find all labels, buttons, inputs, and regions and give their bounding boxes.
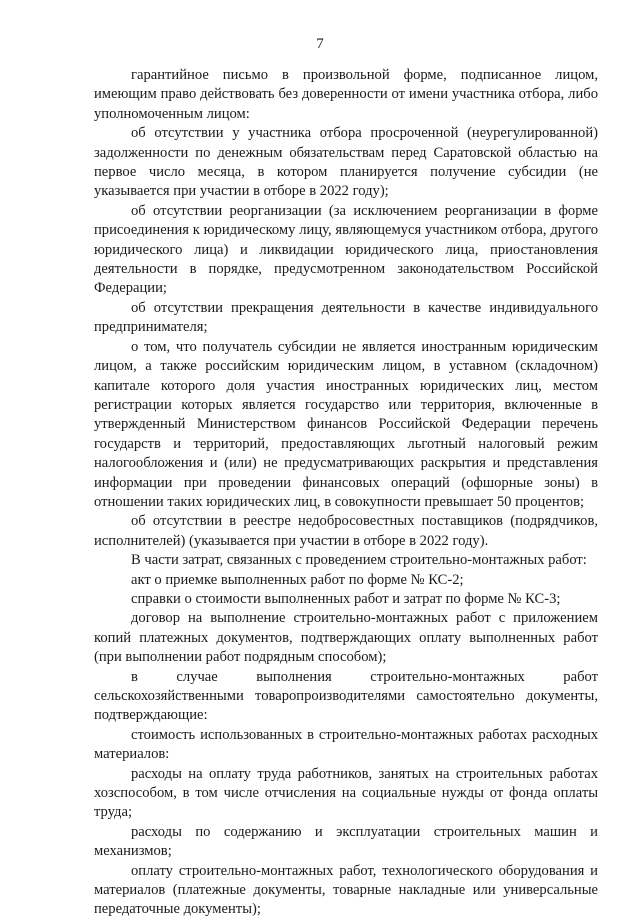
paragraph-no-reorganization: об отсутствии реорганизации (за исключением реорганизации в форме присоединения к юридическому лицу, являющемуся участником отбора, другого юридического лица) и ликвидации юридического лица, приостановления деятельности в порядке, предусмотренном законодательством Российской Федерации; <box>94 202 598 297</box>
paragraph-materials-cost: стоимость использованных в строительно-монтажных работах расходных материалов: <box>94 726 598 763</box>
document-body <box>94 66 598 920</box>
paragraph-ks2-act: акт о приемке выполненных работ по форме № КС-2; <box>131 571 464 588</box>
paragraph-self-performed: в случае выполнения строительно-монтажных работ сельскохозяйственными товаропроизводителями самостоятельно документы, подтверждающие: <box>94 668 598 724</box>
paragraph-no-termination: об отсутствии прекращения деятельности в качестве индивидуального предпринимателя; <box>94 299 598 336</box>
paragraph-not-foreign-entity: о том, что получатель субсидии не является иностранным юридическим лицом, а также российским юридическим лицом, в уставном (складочном) капитале которого доля участия иностранных юридических лиц, местом регистрации которых является государство или территория, включенные в утвержденный Министерством финансов Российской Федерации перечень государств и территорий, предоставляющих льготный налоговый режим налогообложения и (или) не предусматривающих раскрытия и представления информации при проведении финансовых операций (офшорные зоны) в отношении таких юридических лиц, в совокупности превышает 50 процентов; <box>94 338 598 510</box>
paragraph-machinery-costs: расходы по содержанию и эксплуатации строительных машин и механизмов; <box>94 823 598 860</box>
paragraph-construction-costs: В части затрат, связанных с проведением строительно-монтажных работ: <box>131 552 587 569</box>
paragraph-ks3-certificate: справки о стоимости выполненных работ и затрат по форме № КС-3; <box>131 590 561 607</box>
paragraph-contract: договор на выполнение строительно-монтажных работ с приложением копий платежных документов, подтверждающих оплату выполненных работ (при выполнении работ подрядным способом); <box>94 610 598 666</box>
paragraph-payment-documents: оплату строительно-монтажных работ, технологического оборудования и материалов (платежные документы, товарные накладные или универсальные передаточные документы); <box>94 862 598 918</box>
paragraph-labor-costs: расходы на оплату труда работников, занятых на строительных работах хозспособом, в том числе отчисления на социальные нужды от фонда оплаты труда; <box>94 765 598 821</box>
page-number: 7 <box>316 36 324 52</box>
paragraph-guarantee-letter: гарантийное письмо в произвольной форме, подписанное лицом, имеющим право действовать без доверенности от имени участника отбора, либо уполномоченным лицом: <box>94 67 598 122</box>
paragraph-not-in-registry: об отсутствии в реестре недобросовестных поставщиков (подрядчиков, исполнителей) (указывается при участии в отборе в 2022 году). <box>94 513 598 549</box>
paragraph-no-overdue-debt: об отсутствии у участника отбора просроченной (неурегулированной) задолженности по денежным обязательствам перед Саратовской областью на первое число месяца, в котором планируется получение субсидии (не указывается при участии в отборе в 2022 году); <box>94 125 598 200</box>
